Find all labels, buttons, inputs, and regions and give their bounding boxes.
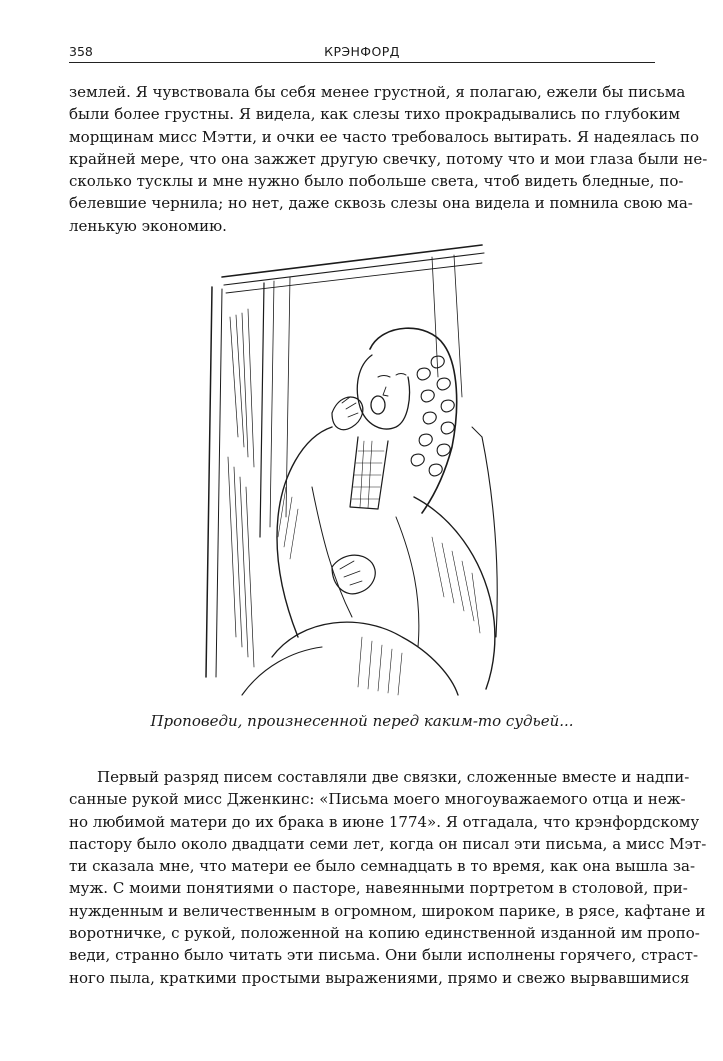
judge-illustration (182, 237, 514, 697)
text-line: крайней мере, что она зажжет другую свечку, потому что и мои глаза были не- (69, 149, 708, 168)
page-number: 358 (69, 44, 93, 59)
text-line: санные рукой мисс Дженкинс: «Письма моего многоуважаемого отца и неж- (69, 790, 686, 809)
text-line: ленькую экономию. (69, 216, 227, 235)
top-paragraph (69, 81, 708, 237)
running-title: КРЭНФОРД (324, 44, 400, 59)
text-line: пастору было около двадцати семи лет, когда он писал эти письма, а мисс Мэт- (69, 834, 707, 853)
text-line: морщинам мисс Мэтти, и очки ее часто требовалось вытирать. Я надеялась по (69, 127, 700, 146)
text-line: воротничке, с рукой, положенной на копию единственной изданной им пропо- (69, 924, 700, 943)
text-line: были более грустны. Я видела, как слезы тихо прокрадывались по глубоким (69, 105, 681, 124)
text-line: ти сказала мне, что матери ее было семнадцать в то время, как она вышла за- (69, 857, 696, 876)
text-line: Первый разряд писем составляли две связки, сложенные вместе и надпи- (97, 768, 690, 786)
page-header (69, 42, 655, 62)
text-line: нужденным и величественным в огромном, широком парике, в рясе, кафтане и (69, 901, 706, 920)
text-line: муж. С моими понятиями о пасторе, навеянными портретом в столовой, при- (69, 879, 688, 898)
header-rule (69, 62, 655, 63)
text-line: сколько тусклы и мне нужно было побольше света, чтоб видеть бледные, по- (69, 172, 684, 191)
illustration-caption: Проповеди, произнесенной перед каким-то судьей... (150, 712, 574, 730)
text-line: но любимой матери до их брака в июне 1774». Я отгадала, что крэнфордскому (69, 812, 700, 831)
text-line: веди, странно было читать эти письма. Они были исполнены горячего, страст- (69, 946, 699, 965)
text-line: белевшие чернила; но нет, даже сквозь слезы она видела и помнила свою ма- (69, 194, 693, 213)
text-line: землей. Я чувствовала бы себя менее грустной, я полагаю, ежели бы письма (69, 83, 686, 101)
text-line: ного пыла, краткими простыми выражениями, прямо и свежо вырвавшимися (69, 968, 690, 987)
main-paragraph (69, 766, 707, 989)
